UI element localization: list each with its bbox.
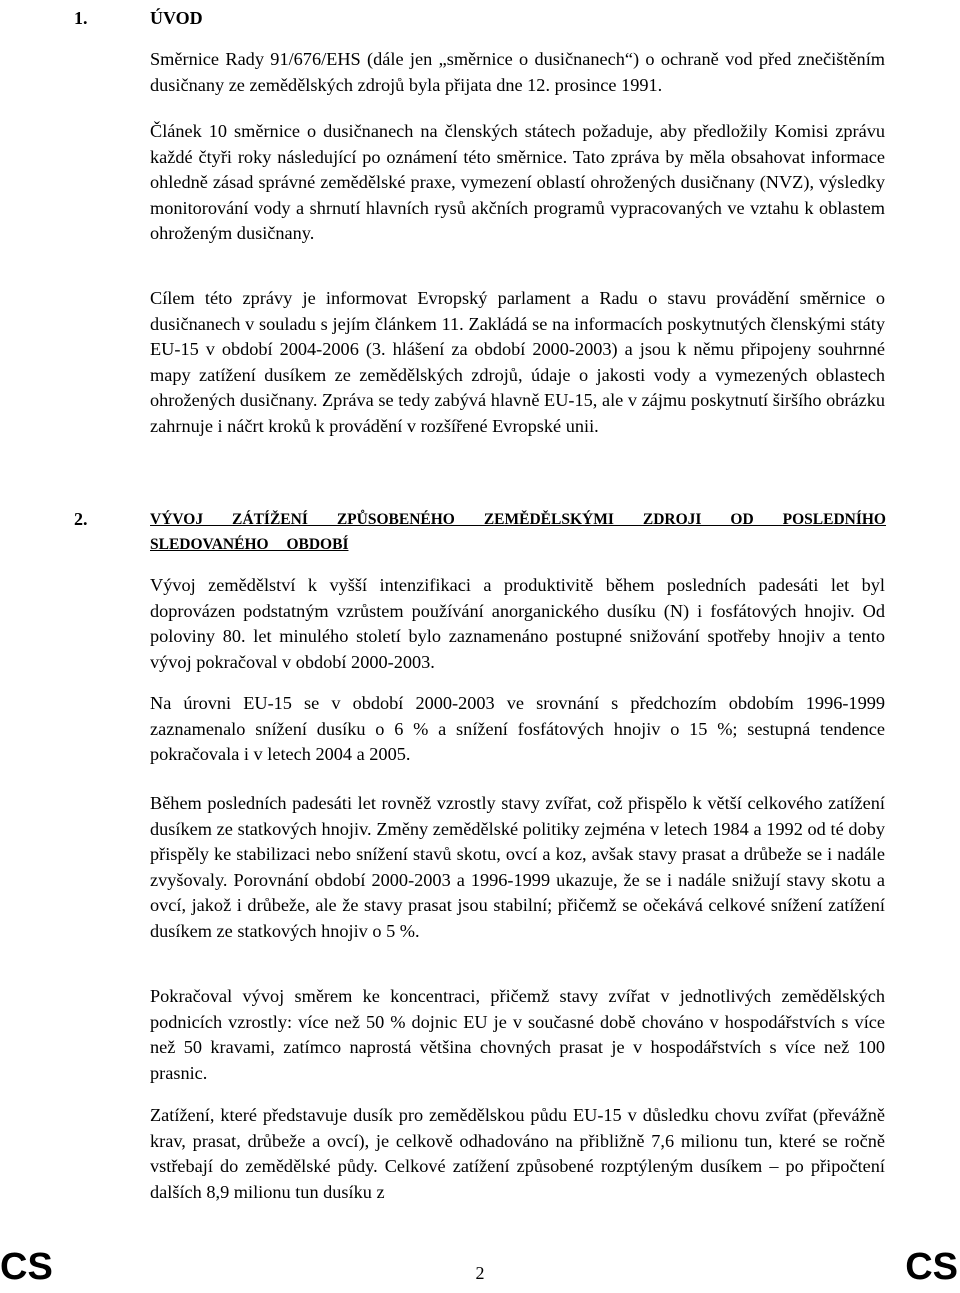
section-title: VÝVOJ ZÁTÍŽENÍ ZPŮSOBENÉHO ZEMĚDĚLSKÝMI ZDROJI OD POSLEDNÍHO SLEDOVANÉHO OBDOBÍ: [150, 511, 886, 553]
section-number: 1.: [74, 8, 88, 28]
paragraph: Během posledních padesáti let rovněž vzrostly stavy zvířat, což přispělo k větší celkového zatížení dusíkem ze statkových hnojiv. Změny zemědělské politiky zejména v letech 1984 a 1992 od té doby přispěly ke stabilizaci nebo snížení stavů skotu, ovcí a koz, avšak stavy prasat a drůbeže se i nadále zvyšovaly. Porovnání období 2000-2003 a 1996-1999 ukazuje, že se i nadále snižují stavy skotu a ovcí, jakož i drůbeže, ale že stavy prasat jsou stabilní; přičemž se očekává celkové snížení zatížení dusíkem ze statkových hnojiv o 5 %.: [150, 793, 885, 941]
paragraph: Pokračoval vývoj směrem ke koncentraci, přičemž stavy zvířat v jednotlivých zemědělských podnicích vzrostly: více než 50 % dojnic EU je v současné době chováno v hospodářstvích s více než 50 kravami, zatímco naprostá většina chovných prasat je v hospodářstvích s více než 100 prasnic.: [150, 986, 885, 1083]
section-title: ÚVOD: [150, 8, 203, 28]
paragraph: Článek 10 směrnice o dusičnanech na členských státech požaduje, aby předložily Komisi zprávu každé čtyři roky následující po oznámení této směrnice. Tato zpráva by měla obsahovat informace ohledně zásad správné zemědělské praxe, vymezení oblastí ohrožených dusičnany (NVZ), výsledky monitorování vody a shrnutí hlavních rysů akčních programů vypracovaných ve vztahu k oblastem ohroženým dusičnany.: [150, 121, 885, 244]
section-number: 2.: [74, 509, 88, 529]
paragraph: Cílem této zprávy je informovat Evropský parlament a Radu o stavu provádění směrnice o dusičnanech v souladu s jejím článkem 11. Zakládá se na informacích poskytnutých členskými státy EU-15 v období 2004-2006 (3. hlášení za období 2000-2003) a jsou k němu připojeny souhrnné mapy zatížení dusíkem ze zemědělských zdrojů, údaje o jakosti vody a vymezených oblastech ohrožených dusičnany. Zpráva se tedy zabývá hlavně EU-15, ale v zájmu poskytnutí širšího obrázku zahrnuje i náčrt kroků k provádění v rozšířené Evropské unii.: [150, 288, 885, 436]
language-code-left: CS: [0, 1246, 53, 1288]
page-number: 2: [475, 1263, 485, 1283]
language-code-right: CS: [905, 1246, 958, 1288]
paragraph: Vývoj zemědělství k vyšší intenzifikaci a produktivitě během posledních padesáti let byl doprovázen podstatným vzrůstem používání anorganického dusíku (N) i fosfátových hnojiv. Od poloviny 80. let minulého století bylo zaznamenáno postupné snižování spotřeby hnojiv a tento vývoj pokračoval v období 2000-2003.: [150, 575, 885, 672]
paragraph: Směrnice Rady 91/676/EHS (dále jen „směrnice o dusičnanech“) o ochraně vod před znečištěním dusičnany ze zemědělských zdrojů byla přijata dne 12. prosince 1991.: [150, 49, 885, 95]
paragraph: Na úrovni EU-15 se v období 2000-2003 ve srovnání s předchozím obdobím 1996-1999 zaznamenalo snížení dusíku o 6 % a snížení fosfátových hnojiv o 15 %; sestupná tendence pokračovala i v letech 2004 a 2005.: [150, 693, 885, 765]
paragraph: Zatížení, které představuje dusík pro zemědělskou půdu EU-15 v důsledku chovu zvířat (převážně krav, prasat, drůbeže a ovcí), je celkově odhadováno na přibližně 7,6 milionu tun, které se ročně vstřebají do zemědělské půdy. Celkové zatížení způsobené rozptýleným dusíkem – po připočtení dalších 8,9 milionu tun dusíku z: [150, 1105, 885, 1202]
